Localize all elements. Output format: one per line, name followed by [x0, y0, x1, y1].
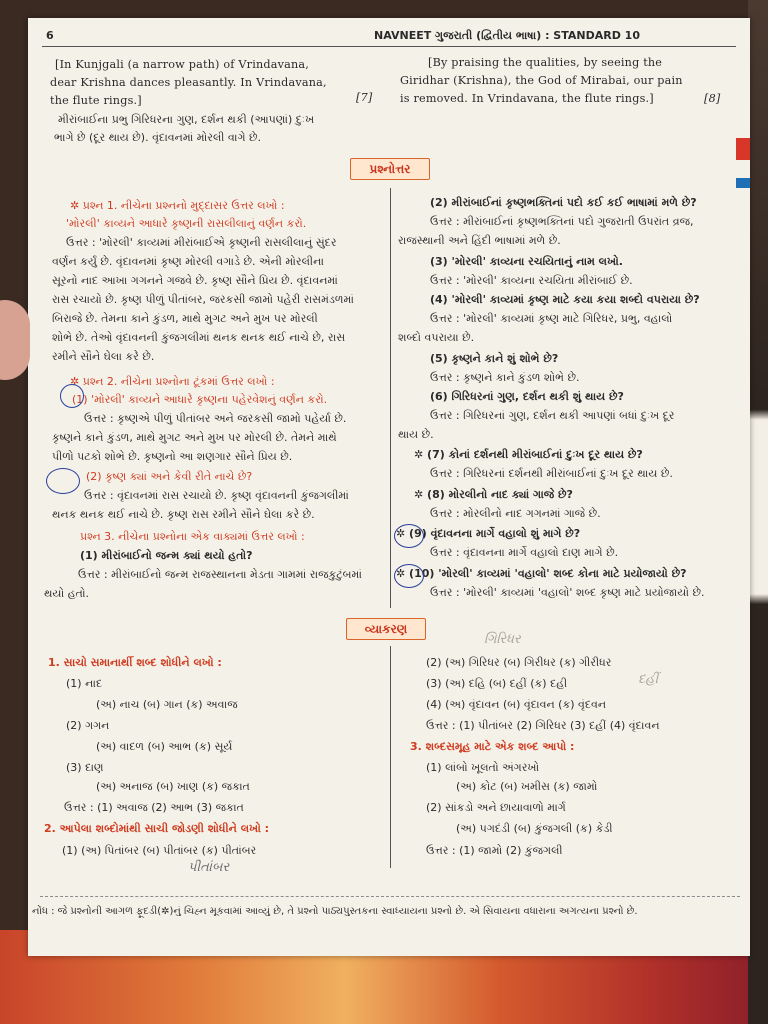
english-translation-right: [By praising the qualities, by seeing the	[428, 56, 663, 69]
grammar-options: (અ) વાદળ (બ) આભ (ક) સૂર્ય	[96, 740, 233, 753]
question-text: (6) ગિરિધરનાં ગુણ, દર્શન થકી શું થાય છે?	[430, 390, 624, 403]
gujarati-meaning: મીરાંબાઈના પ્રભુ ગિરિધરના ગુણ, દર્શન થકી (આપણાં) દુઃખ	[58, 113, 315, 126]
answer-text: ઉત્તર : 'મોરલી' કાવ્યમાં 'વહાલો' શબ્દ કૃષ્ણ માટે પ્રયોજાયો છે.	[430, 586, 705, 599]
answer-text: થનક થનક થઈ નાચે છે. કૃષ્ણ રાસ રમીને સૌને ઘેલા કરે છે.	[52, 508, 315, 521]
textbook-page	[28, 18, 750, 956]
answer-text: રાજસ્થાની અને હિંદી ભાષામાં મળે છે.	[398, 234, 561, 247]
question-text: ✲ (9) વૃંદાવનના માર્ગે વહાલો શું માગે છે?	[396, 527, 581, 540]
footnote: નોંધ : જે પ્રશ્નોની આગળ ફૂદડી(✲)નું ચિહ્ન મૂકવામાં આવ્યું છે, તે પ્રશ્નો પાઠ્યપુસ્તકના સ્વાધ્યાયના પ્રશ્નો છે. એ સિવાયના વધારાના અગત્યના પ્રશ્નો છે.	[32, 906, 638, 917]
answer-text: ઉત્તર : વૃંદાવનમાં રાસ રચાયો છે. કૃષ્ણ વૃંદાવનની કુંજગલીમાં	[84, 489, 349, 502]
pen-circle-mark	[60, 384, 84, 408]
answer-text: ઉત્તર : ગિરિધરનાં દર્શનથી મીરાંબાઈનાં દુઃખ દૂર થાય છે.	[430, 467, 673, 480]
pen-circle-mark	[394, 564, 424, 588]
handwritten-note: દહીં	[638, 672, 659, 687]
answer-text: બિરાજે છે. તેમના કાને કુંડળ, માથે મુગટ અને મુખ પર મોરલી	[52, 312, 318, 325]
grammar-item: (2) સાંકડો અને છાયાવાળો માર્ગ	[426, 801, 566, 814]
question-text: (4) 'મોરલી' કાવ્યમાં કૃષ્ણ માટે કયા કયા શબ્દો વપરાયા છે?	[430, 293, 700, 306]
page-header-title: NAVNEET ગુજરાતી (દ્વિતીય ભાષા) : STANDARD 10	[374, 29, 640, 42]
question-text: (2) કૃષ્ણ ક્યાં અને કેવી રીતે નાચે છે?	[86, 470, 253, 483]
footer-rule	[40, 896, 740, 897]
answer-text: શબ્દો વપરાયા છે.	[398, 331, 475, 344]
verse-number-8: [8]	[704, 92, 721, 105]
answer-text: ઉત્તર : કૃષ્ણને કાને કુંડળ શોભે છે.	[430, 371, 580, 384]
grammar-options: (3) (અ) દહિ (બ) દહીં (ક) દહી	[426, 677, 568, 690]
answer-text: ઉત્તર : 'મોરલી' કાવ્યમાં મીરાંબાઈએ કૃષ્ણની રાસલીલાનું સુંદર	[66, 236, 337, 249]
question-heading: ✲ પ્રશ્ન 1. નીચેના પ્રશ્નનો મુદ્દાસર ઉત્તર લખો :	[70, 199, 285, 212]
grammar-item: (1) લાંબો ખૂલતો અંગરખો	[426, 761, 540, 774]
answer-text: રમીને સૌને ઘેલા કરે છે.	[52, 350, 155, 363]
answer-text: પીળો પટકો શોભે છે. કૃષ્ણનો આ શણગાર સૌને પ્રિય છે.	[52, 450, 293, 463]
page-edge-tab	[736, 178, 750, 188]
pen-circle-mark	[394, 524, 424, 548]
answer-text: વર્ણન કર્યું છે. વૃંદાવનમાં કૃષ્ણ મોરલી વગાડે છે. એની મોરલીના	[52, 255, 324, 268]
page-edge-tab	[736, 138, 750, 160]
question-text: ✲ (8) મોરલીનો નાદ ક્યાં ગાજે છે?	[414, 488, 573, 501]
answer-text: કૃષ્ણને કાને કુંડળ, માથે મુગટ અને મુખ પર મોરલી છે. તેમને માથે	[52, 431, 337, 444]
section-header-grammar: વ્યાકરણ	[346, 618, 426, 640]
page-number: 6	[46, 29, 54, 42]
grammar-options: (2) (અ) ગિરિધર (બ) ગિરીધર (ક) ગીરીધર	[426, 656, 612, 669]
grammar-answer: ઉત્તર : (1) પીતાંબર (2) ગિરિધર (3) દહીં (4) વૃંદાવન	[426, 719, 660, 732]
question-text: (2) મીરાંબાઈનાં કૃષ્ણભક્તિનાં પદો કઈ કઈ ભાષામાં મળે છે?	[430, 196, 697, 209]
answer-text: ઉત્તર : 'મોરલી' કાવ્યમાં કૃષ્ણ માટે ગિરિધર, પ્રભુ, વહાલો	[430, 312, 673, 325]
question-text: (5) કૃષ્ણને કાને શું શોભે છે?	[430, 352, 559, 365]
question-heading: પ્રશ્ન 3. નીચેના પ્રશ્નોના એક વાક્યમાં ઉત્તર લખો :	[80, 530, 305, 543]
column-divider	[390, 188, 391, 608]
grammar-item: (2) ગગન	[66, 719, 110, 732]
column-divider	[390, 646, 391, 868]
grammar-options: (અ) પગદંડી (બ) કુંજગલી (ક) કેડી	[456, 822, 613, 835]
answer-text: રાસ રચાયો છે. કૃષ્ણ પીળું પીતાંબર, જરકસી જામો પહેરી રાસમંડળમાં	[52, 293, 354, 306]
grammar-options: (4) (અ) વૃંદાવન (બ) વૃંદાવન (ક) વૃંદવન	[426, 698, 607, 711]
grammar-answer: ઉત્તર : (1) જામો (2) કુંજગલી	[426, 844, 563, 857]
question-text: (1) 'મોરલી' કાવ્યને આધારે કૃષ્ણના પહેરવેશનું વર્ણન કરો.	[72, 393, 328, 406]
answer-text: ઉત્તર : વૃંદાવનના માર્ગે વહાલો દાણ માગે છે.	[430, 546, 619, 559]
grammar-options: (અ) નાચ (બ) ગાન (ક) અવાજ	[96, 698, 238, 711]
section-header-qa: પ્રશ્નોત્તર	[350, 158, 430, 180]
answer-text: ઉત્તર : મીરાંબાઈનો જન્મ રાજસ્થાનના મેડતા ગામમાં રાજકુટુંબમાં	[78, 568, 362, 581]
answer-text: સૂરનો નાદ આખા ગગનને ગજવે છે. કૃષ્ણ સૌને પ્રિય છે. વૃંદાવનમાં	[52, 274, 338, 287]
english-translation-left: [In Kunjgali (a narrow path) of Vrindavana,	[55, 58, 310, 71]
question-text: ✲ (10) 'મોરલી' કાવ્યમાં 'વહાલો' શબ્દ કોના માટે પ્રયોજાયો છે?	[396, 567, 687, 580]
english-translation-left-line: dear Krishna dances pleasantly. In Vrindavana,	[50, 76, 327, 89]
answer-text: શોભે છે. તેઓ વૃંદાવનની કુંજગલીમાં થનક થનક થઈ નાચે છે, રાસ	[52, 331, 346, 344]
question-text: 'મોરલી' કાવ્યને આધારે કૃષ્ણની રાસલીલાનું વર્ણન કરો.	[66, 217, 307, 230]
background-right	[748, 0, 768, 1024]
english-translation-left-line: the flute rings.]	[50, 94, 142, 107]
handwritten-note: પીતાંબર	[188, 860, 230, 875]
answer-text: ઉત્તર : 'મોરલી' કાવ્યના રચયિતા મીરાંબાઈ છે.	[430, 274, 633, 287]
grammar-options: (1) (અ) પિતાંબર (બ) પીતાંબર (ક) પીતાંબર	[62, 844, 257, 857]
question-heading: ✲ પ્રશ્ન 2. નીચેના પ્રશ્નોના ટૂંકમાં ઉત્તર લખો :	[70, 375, 275, 388]
answer-text: ઉત્તર : ગિરિધરનાં ગુણ, દર્શન થકી આપણાં બધાં દુઃખ દૂર	[430, 409, 675, 422]
answer-text: થાય છે.	[398, 428, 434, 441]
thumb	[0, 300, 30, 380]
answer-text: ઉત્તર : મોરલીનો નાદ ગગનમાં ગાજે છે.	[430, 507, 601, 520]
handwritten-note: ગિરિધર	[484, 632, 521, 647]
question-text: (3) 'મોરલી' કાવ્યના રચયિતાનું નામ લખો.	[430, 255, 623, 268]
grammar-options: (અ) અનાજ (બ) ખાણ (ક) જકાત	[96, 780, 250, 793]
grammar-item: (1) નાદ	[66, 677, 103, 690]
answer-text: થયો હતો.	[44, 587, 90, 600]
english-translation-right-line: is removed. In Vrindavana, the flute rings.]	[400, 92, 654, 105]
grammar-options: (અ) કોટ (બ) ખમીસ (ક) જામો	[456, 780, 598, 793]
question-text: (1) મીરાંબાઈનો જન્મ ક્યાં થયો હતો?	[80, 549, 253, 562]
grammar-heading: 2. આપેલા શબ્દોમાંથી સાચી જોડણી શોધીને લખો :	[44, 822, 270, 835]
grammar-item: (3) દાણ	[66, 761, 104, 774]
answer-text: ઉત્તર : મીરાંબાઈનાં કૃષ્ણભક્તિનાં પદો ગુજરાતી ઉપરાંત વ્રજ,	[430, 215, 694, 228]
gujarati-meaning-line: ભાગે છે (દૂર થાય છે). વૃંદાવનમાં મોરલી વાગે છે.	[54, 131, 262, 144]
grammar-heading: 1. સાચો સમાનાર્થી શબ્દ શોધીને લખો :	[48, 656, 222, 669]
pen-circle-mark	[46, 468, 80, 494]
header-rule	[42, 46, 736, 47]
grammar-answer: ઉત્તર : (1) અવાજ (2) આભ (3) જકાત	[64, 801, 244, 814]
verse-number-7: [7]	[356, 91, 373, 104]
answer-text: ઉત્તર : કૃષ્ણએ પીળું પીતાંબર અને જરકસી જામો પહેર્યા છે.	[84, 412, 347, 425]
english-translation-right-line: Giridhar (Krishna), the God of Mirabai, our pain	[400, 74, 683, 87]
question-text: ✲ (7) કોનાં દર્શનથી મીરાંબાઈનાં દુઃખ દૂર થાય છે?	[414, 448, 643, 461]
grammar-heading: 3. શબ્દસમૂહ માટે એક શબ્દ આપો :	[410, 740, 575, 753]
